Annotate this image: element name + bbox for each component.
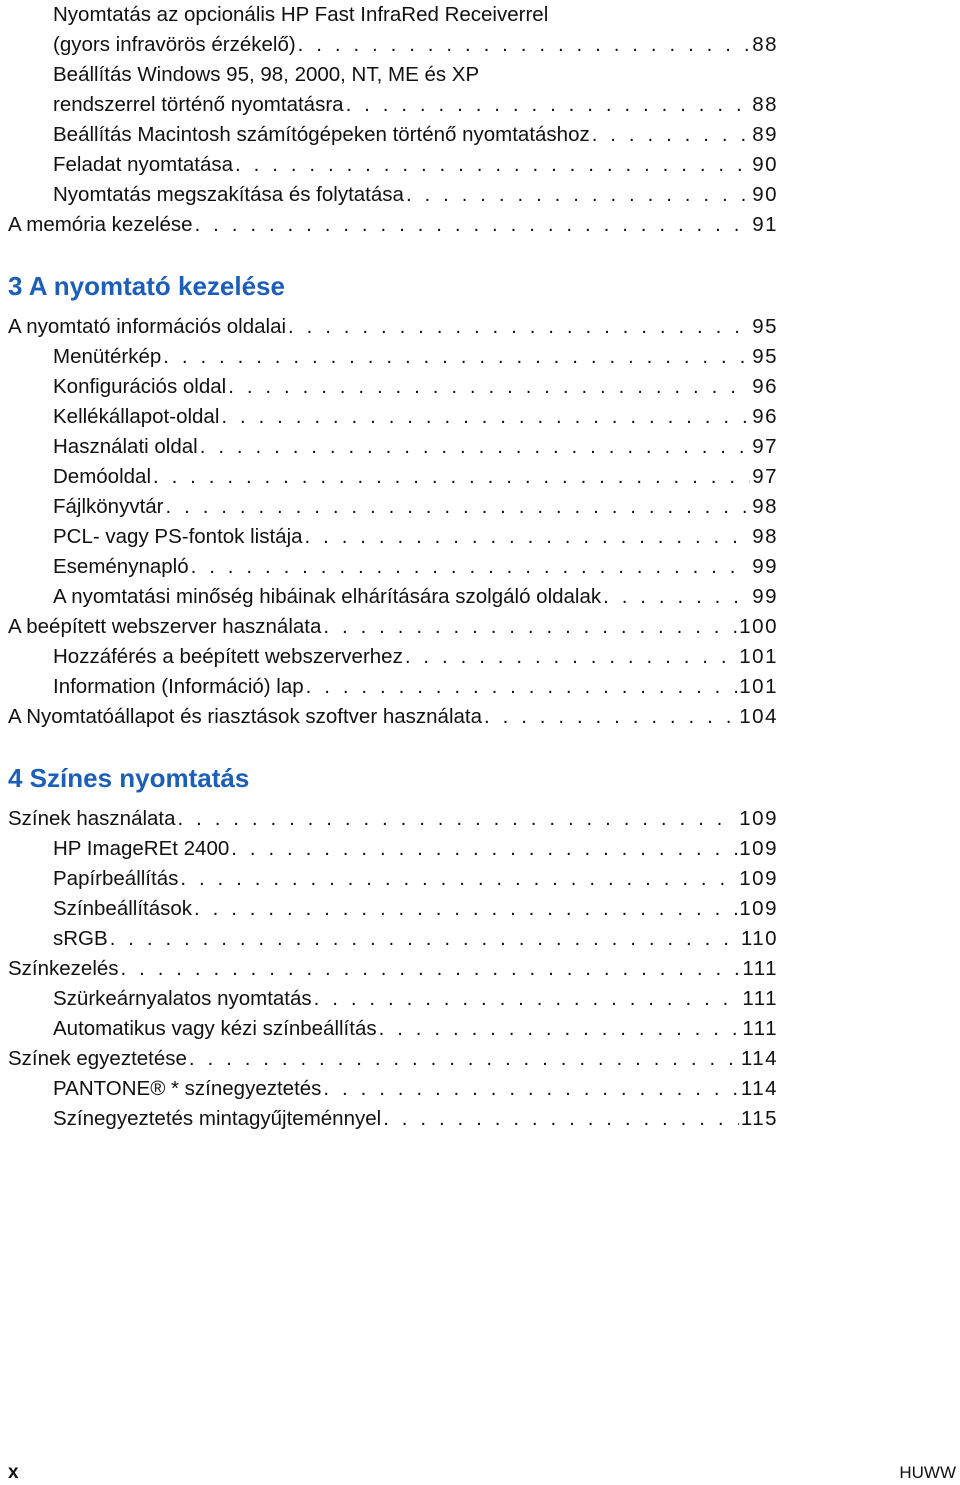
toc-entry-title: Nyomtatás az opcionális HP Fast InfraRed Receiverrel (53, 3, 549, 26)
toc-page-number: 109 (739, 867, 778, 890)
toc-page-number: 109 (739, 807, 778, 830)
toc-entry-title: Fájlkönyvtár (53, 495, 164, 518)
toc-page-number: 96 (752, 405, 778, 428)
toc-entry[interactable] (8, 894, 778, 924)
footer-page-number: x (8, 1462, 19, 1483)
toc-entry-title: A Nyomtatóállapot és riasztások szoftver használata (8, 705, 483, 728)
dot-leader (323, 612, 737, 642)
toc-entry-title: Szürkeárnyalatos nyomtatás (53, 987, 312, 1010)
toc-entry-title: Kellékállapot-oldal (53, 405, 220, 428)
toc-entry[interactable] (8, 432, 778, 462)
toc-page-number: 100 (739, 615, 778, 638)
dot-leader (110, 924, 739, 954)
toc-entry-title: Papírbeállítás (53, 867, 179, 890)
toc-page-number: 95 (752, 315, 778, 338)
toc-entry[interactable] (8, 402, 778, 432)
footer-document-code: HUWW (899, 1463, 956, 1482)
toc-entry-title: Beállítás Macintosh számítógépeken történő nyomtatáshoz (53, 123, 590, 146)
toc-entry[interactable] (8, 120, 778, 150)
chapter-heading: 4 Színes nyomtatás (8, 763, 250, 793)
dot-leader (163, 342, 750, 372)
toc-page-number: 90 (752, 183, 778, 206)
dot-leader (195, 210, 751, 240)
toc-entry-title: Eseménynapló (53, 555, 189, 578)
dot-leader (153, 462, 750, 492)
toc-page-number: 101 (739, 675, 778, 698)
toc-page-number: 111 (742, 987, 778, 1010)
dot-leader (121, 954, 741, 984)
toc-entry[interactable] (8, 864, 778, 894)
dot-leader (231, 834, 737, 864)
toc-entry[interactable] (8, 342, 778, 372)
dot-leader (383, 1104, 739, 1134)
toc-entry-title: Feladat nyomtatása (53, 153, 234, 176)
toc-page-number: 99 (752, 555, 778, 578)
toc-entry[interactable] (8, 1044, 778, 1074)
toc-entry-title: Demóoldal (53, 465, 151, 488)
toc-page-number: 88 (752, 93, 778, 116)
toc-entry-title: Konfigurációs oldal (53, 375, 227, 398)
toc-entry[interactable] (8, 150, 778, 180)
toc-entry[interactable] (8, 312, 778, 342)
toc-entry-title: (gyors infravörös érzékelő) (53, 33, 296, 56)
toc-entry[interactable] (8, 1014, 778, 1044)
toc-page-number: 115 (740, 1107, 778, 1130)
dot-leader (194, 894, 737, 924)
toc-entry-title: PANTONE® * színegyeztetés (53, 1077, 322, 1100)
toc-page-number: 109 (739, 897, 778, 920)
toc-entry-title: Nyomtatás megszakítása és folytatása (53, 183, 404, 206)
toc-entry[interactable] (8, 612, 778, 642)
toc-entry[interactable] (8, 642, 778, 672)
dot-leader (406, 180, 750, 210)
toc-entry-title: Automatikus vagy kézi színbeállítás (53, 1017, 377, 1040)
toc-entry[interactable] (8, 804, 778, 834)
dot-leader (180, 864, 737, 894)
toc-page-number: 88 (752, 33, 778, 56)
toc-entry[interactable] (8, 1104, 778, 1134)
toc-page-number: 98 (752, 495, 778, 518)
dot-leader (191, 552, 751, 582)
toc-entry[interactable] (8, 30, 778, 60)
toc-page-number: 97 (752, 465, 778, 488)
toc-page-number: 111 (742, 1017, 778, 1040)
toc-entry-title: Színegyeztetés mintagyűjteménnyel (53, 1107, 382, 1130)
toc-entry[interactable] (8, 582, 778, 612)
toc-page-number: 109 (739, 837, 778, 860)
dot-leader (314, 984, 741, 1014)
toc-entry-title: Menütérkép (53, 345, 162, 368)
toc-entry-title: PCL- vagy PS-fontok listája (53, 525, 303, 548)
dot-leader (178, 804, 738, 834)
table-of-contents (8, 0, 778, 1134)
toc-entry-title: sRGB (53, 927, 108, 950)
toc-entry[interactable] (8, 702, 778, 732)
toc-page-number: 90 (752, 153, 778, 176)
toc-entry-line (8, 0, 778, 30)
dot-leader (298, 30, 751, 60)
toc-entry[interactable] (8, 984, 778, 1014)
toc-entry[interactable] (8, 834, 778, 864)
chapter-heading: 3 A nyomtató kezelése (8, 271, 285, 301)
dot-leader (200, 432, 750, 462)
toc-entry-title: Színek egyeztetése (8, 1047, 187, 1070)
toc-page-number: 111 (742, 957, 778, 980)
toc-entry[interactable] (8, 1074, 778, 1104)
toc-entry[interactable] (8, 954, 778, 984)
toc-entry[interactable] (8, 180, 778, 210)
toc-entry-title: Színek használata (8, 807, 176, 830)
toc-entry[interactable] (8, 522, 778, 552)
toc-entry[interactable] (8, 210, 778, 240)
toc-entry[interactable] (8, 924, 778, 954)
toc-page-number: 104 (739, 705, 778, 728)
toc-entry-title: A nyomtatási minőség hibáinak elhárítására szolgáló oldalak (53, 585, 602, 608)
toc-entry[interactable] (8, 552, 778, 582)
toc-page-number: 114 (740, 1077, 778, 1100)
toc-entry-title: Színkezelés (8, 957, 119, 980)
toc-entry-title: Information (Információ) lap (53, 675, 304, 698)
dot-leader (484, 702, 737, 732)
toc-entry-title: HP ImageREt 2400 (53, 837, 230, 860)
dot-leader (306, 672, 738, 702)
dot-leader (346, 90, 751, 120)
toc-entry-title: A nyomtató információs oldalai (8, 315, 287, 338)
toc-entry-title: Használati oldal (53, 435, 198, 458)
dot-leader (405, 642, 737, 672)
dot-leader (189, 1044, 739, 1074)
toc-entry-line (8, 60, 778, 90)
toc-entry[interactable] (8, 372, 778, 402)
toc-entry-title: A memória kezelése (8, 213, 193, 236)
dot-leader (379, 1014, 741, 1044)
dot-leader (323, 1074, 738, 1104)
toc-page-number: 91 (752, 213, 778, 236)
toc-page-number: 98 (752, 525, 778, 548)
toc-entry-title: A beépített webszerver használata (8, 615, 322, 638)
dot-leader (221, 402, 750, 432)
toc-page-number: 97 (752, 435, 778, 458)
dot-leader (228, 372, 750, 402)
toc-entry[interactable] (8, 492, 778, 522)
toc-entry-title: Hozzáférés a beépített webszerverhez (53, 645, 403, 668)
toc-page-number: 99 (752, 585, 778, 608)
toc-entry-title: rendszerrel történő nyomtatásra (53, 93, 344, 116)
toc-page-number: 114 (740, 1047, 778, 1070)
toc-entry[interactable] (8, 90, 778, 120)
dot-leader (592, 120, 750, 150)
toc-entry-title: Színbeállítások (53, 897, 193, 920)
toc-page-number: 95 (752, 345, 778, 368)
toc-page-number: 96 (752, 375, 778, 398)
toc-page-number: 110 (740, 927, 778, 950)
toc-entry[interactable] (8, 672, 778, 702)
toc-page-number: 101 (739, 645, 778, 668)
dot-leader (603, 582, 750, 612)
dot-leader (166, 492, 751, 522)
toc-entry-title: Beállítás Windows 95, 98, 2000, NT, ME és XP (53, 63, 480, 86)
toc-entry[interactable] (8, 462, 778, 492)
dot-leader (288, 312, 750, 342)
toc-page-number: 89 (752, 123, 778, 146)
dot-leader (235, 150, 750, 180)
dot-leader (305, 522, 751, 552)
